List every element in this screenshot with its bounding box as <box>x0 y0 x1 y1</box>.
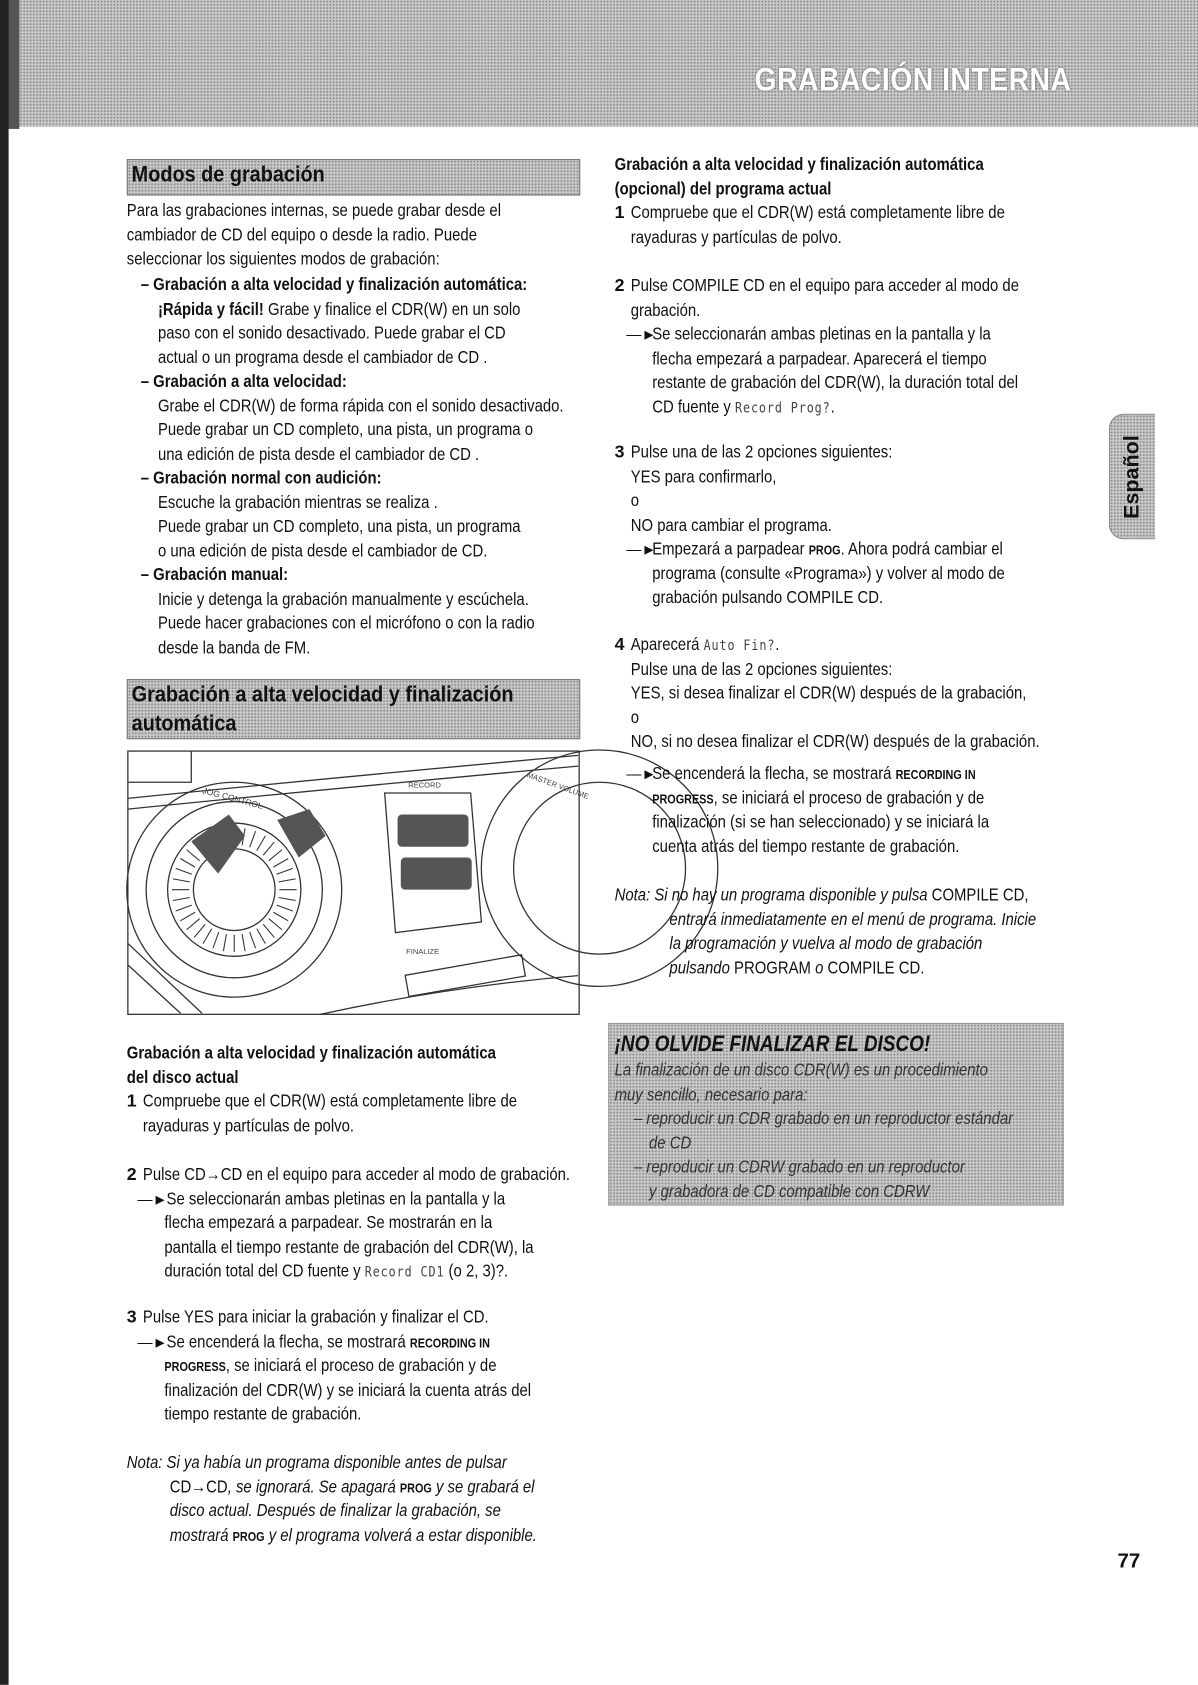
line-text <box>143 1163 570 1187</box>
text-segment: Nota: Si no hay un programa disponible y pulsa <box>614 885 932 905</box>
text-segment: , se iniciará el proceso de grabación y de <box>225 1356 497 1376</box>
step-3 <box>127 1306 601 1427</box>
line-text <box>164 1354 496 1379</box>
line-text: Para las grabaciones internas, se puede grabar desde el <box>126 200 502 221</box>
text-line <box>127 297 641 321</box>
text-line <box>615 441 1072 465</box>
illustration-frame <box>128 751 579 1014</box>
line-text <box>652 347 986 371</box>
line-text <box>669 907 1036 931</box>
text-segment: paso con el sonido desactivado. Puede grabar el CD <box>157 323 506 343</box>
text-segment: pantalla el tiempo restante de grabación del CDR(W), la <box>164 1237 534 1257</box>
text-line <box>615 786 1054 810</box>
line-text <box>143 1090 517 1114</box>
line-text <box>652 586 883 610</box>
text-line <box>127 1354 601 1378</box>
text-line <box>127 611 641 635</box>
line-text <box>164 1235 533 1259</box>
text-segment: rayaduras y partículas de polvo. <box>630 227 842 247</box>
record-label: RECORD <box>408 780 441 790</box>
text-segment: COMPILE CD. <box>823 957 925 978</box>
text-line <box>615 513 1072 537</box>
line-text <box>652 786 984 811</box>
line-text <box>631 513 832 537</box>
text-line <box>615 561 1072 585</box>
text-segment: PROGRESS <box>164 1359 226 1375</box>
reminder-text <box>615 1030 1086 1203</box>
note <box>615 883 1108 980</box>
text-line <box>615 274 1093 298</box>
text-segment: rayaduras y partículas de polvo. <box>142 1115 355 1136</box>
line-text <box>164 1402 361 1426</box>
section-heading-alta-velocidad <box>127 679 580 739</box>
line-text <box>652 371 1018 395</box>
text-segment: finalización (si se han seleccionado) y se iniciará la <box>652 812 990 832</box>
finalize-label: FINALIZE <box>406 947 440 957</box>
text-segment: PROG <box>399 1480 432 1496</box>
line-text <box>141 563 288 587</box>
subheading-programa-actual <box>615 153 1054 201</box>
text-line <box>127 1330 601 1354</box>
text-line <box>615 633 1118 657</box>
line-text <box>631 489 639 513</box>
step-3 <box>615 441 1072 610</box>
step-1 <box>615 201 1077 249</box>
text-line <box>127 1475 607 1499</box>
record-display-1 <box>398 814 469 846</box>
text-line <box>127 1402 601 1426</box>
text-segment: . <box>830 397 835 417</box>
text-line <box>127 1065 566 1089</box>
line-text <box>652 810 989 834</box>
text-line <box>127 515 641 539</box>
text-line <box>615 347 1093 371</box>
text-line <box>127 1114 589 1138</box>
line-text <box>164 1211 492 1235</box>
text-segment: mostrará <box>169 1525 233 1545</box>
text-line <box>615 1107 1086 1131</box>
text-segment: – Grabación a alta velocidad y finalización automática: <box>140 275 528 295</box>
text-segment: y el programa volverá a estar disponible. <box>264 1525 537 1545</box>
text-segment: PROGRAM <box>734 957 816 978</box>
text-segment: o <box>630 707 640 727</box>
text-segment: entrará inmediatamente en el menú de programa. Inicie <box>669 909 1037 929</box>
text-line <box>127 1451 607 1475</box>
text-segment: Se seleccionarán ambas pletinas en la pantalla y la <box>652 324 991 344</box>
text-segment: . Ahora podrá cambiar el <box>840 539 1003 559</box>
text-line <box>615 834 1054 858</box>
text-segment: Se seleccionarán ambas pletinas en la pantalla y la <box>166 1188 506 1209</box>
line-text <box>141 273 528 297</box>
text-segment: RECORDING IN <box>895 767 976 783</box>
text-line <box>615 657 1118 681</box>
section-title: Modos de grabación <box>131 162 325 187</box>
step-2 <box>615 274 1093 419</box>
line-text <box>652 537 1003 562</box>
line-text <box>141 466 382 490</box>
text-segment: Se encenderá la flecha, se mostrará <box>166 1331 410 1352</box>
text-segment: Nota: Si ya había un programa disponible antes de pulsar <box>126 1452 507 1473</box>
text-segment: YES, si desea finalizar el CDR(W) después de la grabación, <box>630 683 1027 703</box>
text-segment: flecha empezará a parpadear. Aparecerá el tiempo <box>652 348 987 369</box>
text-segment: o <box>630 491 640 511</box>
text-segment: NO, si no desea finalizar el CDR(W) después de la grabación. <box>630 731 1040 752</box>
text-segment: NO para cambiar el programa. <box>630 515 832 535</box>
record-display-2 <box>401 857 472 889</box>
text-line <box>127 539 641 563</box>
text-segment: Pulse CD→CD en el equipo para acceder al modo de grabación. <box>142 1164 571 1185</box>
text-segment: Aparecerá <box>630 635 704 655</box>
text-line <box>615 681 1118 705</box>
result-arrow-icon: —► <box>137 1190 168 1208</box>
text-segment: Empezará a parpadear <box>652 539 809 559</box>
text-line <box>127 1235 652 1259</box>
text-segment: – Grabación normal con audición: <box>140 468 382 488</box>
result-arrow-icon: —► <box>626 540 657 558</box>
text-line <box>615 322 1093 346</box>
text-segment: Grabación a alta velocidad y finalización automática <box>614 154 984 175</box>
text-line <box>127 1211 652 1235</box>
line-text <box>634 1107 1013 1131</box>
line-text <box>615 177 832 201</box>
text-segment: . <box>775 635 780 655</box>
text-segment: PROG <box>232 1528 265 1544</box>
text-segment: (opcional) del programa actual <box>614 178 832 199</box>
text-line <box>127 418 641 442</box>
line-text <box>158 539 487 563</box>
text-segment: Grabe el CDR(W) de forma rápida con el sonido desactivado. <box>157 395 564 416</box>
text-segment: desde la banda de FM. <box>157 637 311 658</box>
text-segment: cuenta atrás del tiempo restante de grabación. <box>652 836 960 856</box>
text-segment: , se iniciará el proceso de grabación y de <box>713 788 985 808</box>
text-segment: la programación y vuelva al modo de grabación <box>669 933 983 954</box>
text-segment: , se ignorará. Se apagará <box>227 1476 400 1497</box>
text-line <box>615 298 1093 322</box>
text-segment: Auto Fin? <box>703 638 776 655</box>
line-text <box>615 153 984 177</box>
text-segment: flecha empezará a parpadear. Se mostrarán en la <box>164 1213 493 1233</box>
line-text <box>631 705 639 729</box>
line-text <box>127 1041 496 1065</box>
scan-edge-bar <box>0 0 9 1685</box>
line-text <box>652 834 959 858</box>
step-number: 1 <box>126 1091 137 1112</box>
line-text <box>141 370 347 394</box>
text-line <box>127 491 641 515</box>
text-line <box>615 153 1054 177</box>
text-line <box>127 1378 601 1402</box>
text-line <box>615 371 1093 395</box>
text-segment: Grabe y finalice el CDR(W) en un solo <box>263 299 521 319</box>
text-segment: PROGRESS <box>652 791 714 807</box>
step-number: 2 <box>614 276 625 296</box>
text-segment: y grabadora de CD compatible con CDRW <box>648 1181 930 1201</box>
line-text <box>631 441 893 465</box>
text-segment: muy sencillo, necesario para: <box>614 1084 808 1105</box>
text-line <box>127 199 572 223</box>
text-segment: COMPILE CD, <box>931 885 1029 905</box>
section-heading-modos <box>127 159 580 196</box>
text-segment: (o 2, 3)?. <box>444 1261 509 1281</box>
text-segment: de CD <box>648 1133 692 1153</box>
text-segment: – reproducir un CDRW grabado en un reproductor <box>633 1157 965 1177</box>
line-text <box>164 1378 531 1402</box>
line-text <box>631 274 1019 298</box>
step-number: 1 <box>614 203 625 223</box>
line-text <box>167 1187 506 1211</box>
line-text <box>631 681 1027 705</box>
text-line <box>615 956 1108 980</box>
text-segment: PROG <box>808 542 841 558</box>
line-text <box>167 1330 490 1355</box>
text-segment: actual o un programa desde el cambiador de CD . <box>157 347 488 367</box>
line-text <box>615 1030 931 1058</box>
text-segment: Record CD1 <box>364 1264 445 1281</box>
text-line <box>127 223 572 247</box>
step-number: 2 <box>126 1164 137 1185</box>
text-line <box>127 1090 589 1114</box>
line-text <box>170 1523 537 1548</box>
section-title-line: Grabación a alta velocidad y finalización <box>131 682 514 708</box>
line-text <box>652 322 991 346</box>
line-text <box>631 201 1005 225</box>
line-text <box>615 883 1029 907</box>
line-text <box>164 1259 508 1285</box>
text-segment: Escuche la grabación mientras se realiza . <box>157 492 438 512</box>
step-number: 4 <box>614 635 625 655</box>
text-segment: Puede hacer grabaciones con el micrófono o con la radio <box>157 613 535 633</box>
line-text <box>634 1155 965 1179</box>
text-segment: y se grabará el <box>431 1476 535 1497</box>
text-line <box>127 321 641 345</box>
jog-control-label: JOG CONTROL <box>201 785 264 811</box>
text-segment: Se encenderá la flecha, se mostrará <box>652 763 896 784</box>
line-text: seleccionar los siguientes modos de grabación: <box>126 249 440 269</box>
text-line <box>127 563 641 587</box>
line-text <box>649 1179 929 1203</box>
line-text <box>652 561 1005 585</box>
text-line <box>615 730 1118 754</box>
text-segment: Pulse YES para iniciar la grabación y finalizar el CD. <box>142 1307 489 1328</box>
text-segment: – reproducir un CDR grabado en un reproductor estándar <box>633 1108 1014 1129</box>
text-segment: pulsando <box>669 957 735 978</box>
text-segment: CD fuente y <box>652 397 736 417</box>
text-line <box>127 636 641 660</box>
text-line <box>127 1523 607 1547</box>
text-line <box>615 537 1072 561</box>
step-4-result <box>615 762 1054 859</box>
text-segment: grabación. <box>630 300 701 320</box>
text-line <box>615 907 1108 931</box>
text-segment: tiempo restante de grabación. <box>164 1404 362 1424</box>
line-text <box>170 1499 501 1523</box>
text-line <box>615 177 1054 201</box>
step-number: 3 <box>614 442 625 463</box>
line-text <box>631 657 893 681</box>
text-segment: una edición de pista desde el cambiador de CD . <box>157 444 480 464</box>
line-text <box>631 730 1040 754</box>
text-line <box>127 587 641 611</box>
record-button-right <box>277 809 325 857</box>
text-segment: Record Prog? <box>735 400 831 417</box>
language-tab-label: Español <box>1120 434 1144 519</box>
text-segment: – Grabación a alta velocidad: <box>140 371 347 392</box>
text-line <box>615 1030 1086 1058</box>
text-segment: ¡NO OLVIDE FINALIZAR EL DISCO! <box>614 1031 931 1057</box>
text-segment: Compruebe que el CDR(W) está completamente libre de <box>630 203 1005 223</box>
text-line <box>615 1083 1086 1107</box>
text-line <box>615 883 1108 907</box>
line-text <box>631 225 842 249</box>
page-title: GRABACIÓN INTERNA <box>754 62 1072 98</box>
text-segment: grabación pulsando COMPILE CD. <box>652 587 884 608</box>
result-arrow-icon: —► <box>137 1332 168 1351</box>
recording-modes-list <box>127 273 641 660</box>
text-line <box>615 705 1118 729</box>
line-text <box>158 297 521 321</box>
text-segment: programa (consulte «Programa») y volver al modo de <box>652 563 1005 583</box>
text-segment: Pulse una de las 2 opciones siguientes: <box>630 442 893 463</box>
step-1 <box>127 1090 589 1138</box>
text-line <box>127 273 641 297</box>
text-line <box>127 1259 652 1283</box>
text-line <box>127 1041 566 1065</box>
line-text <box>158 442 479 466</box>
line-text <box>143 1306 489 1330</box>
line-text <box>158 321 506 345</box>
line-text <box>158 491 438 515</box>
line-text <box>158 515 521 539</box>
line-text <box>158 636 310 660</box>
line-text <box>158 345 487 369</box>
text-segment: YES para confirmarlo, <box>630 466 777 487</box>
text-line <box>615 489 1072 513</box>
line-text <box>669 932 982 956</box>
text-line <box>615 1155 1086 1179</box>
step-number: 3 <box>126 1307 137 1328</box>
line-text <box>158 394 564 418</box>
text-segment: Puede grabar un CD completo, una pista, un programa <box>157 516 521 537</box>
text-line <box>127 247 572 271</box>
text-segment: La finalización de un disco CDR(W) es un procedimiento <box>614 1060 988 1080</box>
text-segment: del disco actual <box>126 1067 239 1087</box>
line-text <box>143 1114 354 1138</box>
text-segment: disco actual. Después de finalizar la grabación, se <box>169 1501 501 1521</box>
line-text <box>631 298 701 322</box>
line-text <box>158 611 535 635</box>
line-text <box>652 395 835 421</box>
text-line <box>127 1163 652 1187</box>
text-line <box>127 345 641 369</box>
line-text <box>631 633 780 659</box>
step-2 <box>127 1163 652 1284</box>
line-text <box>631 465 777 489</box>
text-segment: finalización del CDR(W) y se iniciará la cuenta atrás del <box>164 1380 532 1400</box>
result-arrow-icon: —► <box>626 325 657 343</box>
line-text <box>158 587 529 611</box>
text-line <box>615 1131 1086 1155</box>
text-segment: duración total del CD fuente y <box>164 1261 365 1281</box>
text-segment: Pulse COMPILE CD en el equipo para acceder al modo de <box>630 276 1019 296</box>
text-segment: Compruebe que el CDR(W) está completamente libre de <box>142 1091 518 1112</box>
text-line <box>615 225 1077 249</box>
text-line <box>615 586 1072 610</box>
note <box>127 1451 607 1548</box>
line-text <box>127 1451 507 1475</box>
language-tab <box>1109 414 1155 540</box>
section-title-line: automática <box>131 711 237 737</box>
text-line <box>615 395 1093 419</box>
subheading-disco-actual <box>127 1041 566 1089</box>
text-line <box>615 932 1108 956</box>
step-4 <box>615 633 1118 754</box>
text-segment: Inicie y detenga la grabación manualmente y escúchela. <box>157 589 529 609</box>
text-segment: – Grabación manual: <box>140 565 289 585</box>
line-text <box>615 1083 808 1107</box>
text-line <box>127 466 641 490</box>
line-text <box>652 762 975 787</box>
text-line <box>615 762 1054 786</box>
text-segment: restante de grabación del CDR(W), la duración total del <box>652 372 1019 393</box>
line-text <box>127 1065 239 1089</box>
text-segment: Pulse una de las 2 opciones siguientes: <box>630 659 893 679</box>
line-text: cambiador de CD del equipo o desde la radio. Puede <box>126 225 478 245</box>
text-segment: ¡Rápida y fácil! <box>157 299 264 319</box>
text-line <box>127 1499 607 1523</box>
text-line <box>127 1187 652 1211</box>
text-line <box>127 442 641 466</box>
text-line <box>127 1306 601 1330</box>
text-line <box>615 810 1054 834</box>
text-segment: CD→CD <box>169 1476 228 1497</box>
text-segment: o <box>815 957 824 978</box>
line-text <box>649 1131 691 1155</box>
line-text <box>158 418 533 442</box>
text-line <box>615 201 1077 225</box>
device-panel-illustration <box>127 750 591 1015</box>
line-text <box>615 1058 988 1082</box>
text-line <box>127 370 641 394</box>
text-segment: o una edición de pista desde el cambiador de CD. <box>157 541 488 561</box>
line-text <box>170 1475 535 1500</box>
page-number: 77 <box>1117 1550 1141 1574</box>
text-segment: RECORDING IN <box>409 1335 490 1351</box>
text-line <box>615 1058 1086 1082</box>
line-text <box>669 956 924 980</box>
finalize-reminder-box <box>608 1023 1064 1206</box>
result-arrow-icon: —► <box>626 765 657 783</box>
text-line <box>127 394 641 418</box>
text-segment: Grabación a alta velocidad y finalización automática <box>126 1043 496 1063</box>
text-segment: Puede grabar un CD completo, una pista, un programa o <box>157 420 533 440</box>
text-line <box>615 1179 1086 1203</box>
text-line <box>615 465 1072 489</box>
master-volume-label: MASTER VOLUME <box>525 770 591 802</box>
intro-paragraph <box>127 199 572 272</box>
